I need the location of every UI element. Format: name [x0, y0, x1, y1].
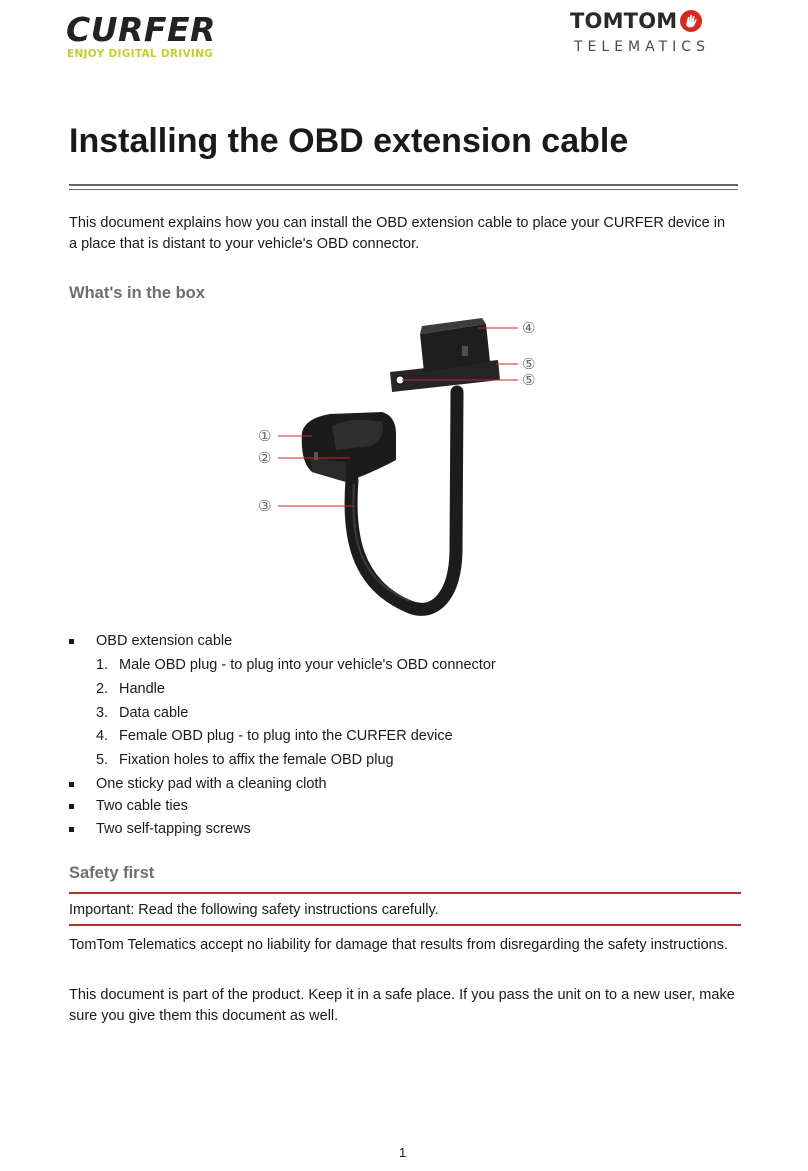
- bullet-square-icon: [69, 782, 74, 787]
- numbered-item-text: Female OBD plug - to plug into the CURFER device: [119, 728, 453, 744]
- numbered-item: 2. Handle: [96, 681, 165, 697]
- bullet-square-icon: [69, 639, 74, 644]
- title-divider: [69, 184, 738, 190]
- liability-paragraph: TomTom Telematics accept no liability for damage that results from disregarding the safety instructions.: [69, 937, 728, 953]
- curfer-logo: [66, 12, 226, 62]
- numbered-item-text: Fixation holes to affix the female OBD plug: [119, 752, 394, 768]
- numbered-item-text: Data cable: [119, 705, 189, 721]
- curfer-wordmark: CURFER: [66, 10, 216, 49]
- obd-cable-illustration: [250, 312, 550, 617]
- page-title: Installing the OBD extension cable: [69, 122, 629, 160]
- numbered-item-text: Handle: [119, 681, 165, 697]
- tomtom-wordmark: TOMTOM: [570, 9, 678, 33]
- tomtom-subtitle: TELEMATICS: [574, 39, 710, 55]
- callout-2: ②: [258, 449, 272, 467]
- important-top-rule: [69, 892, 741, 894]
- numbered-item: 5. Fixation holes to affix the female OBD plug: [96, 752, 394, 768]
- numbered-item: 4. Female OBD plug - to plug into the CURFER device: [96, 728, 453, 744]
- tomtom-telematics-logo: [570, 8, 740, 64]
- list-item-text: Two cable ties: [96, 798, 188, 814]
- callout-4: ④: [522, 319, 536, 337]
- safety-first-heading: Safety first: [69, 864, 155, 882]
- bullet-square-icon: [69, 804, 74, 809]
- important-bottom-rule: [69, 924, 741, 926]
- whats-in-the-box-heading: What's in the box: [69, 284, 205, 302]
- numbered-item-text: Male OBD plug - to plug into your vehicle's OBD connector: [119, 657, 496, 673]
- bullet-square-icon: [69, 827, 74, 832]
- page-number: 1: [399, 1145, 407, 1160]
- callout-5b: ⑤: [522, 371, 536, 389]
- list-item-text: Two self-tapping screws: [96, 821, 251, 837]
- numbered-item: 1. Male OBD plug - to plug into your vehicle's OBD connector: [96, 657, 496, 673]
- list-item-text: OBD extension cable: [96, 633, 233, 649]
- callout-1: ①: [258, 427, 272, 445]
- list-item-text: One sticky pad with a cleaning cloth: [96, 776, 327, 792]
- curfer-tagline: ENJOY DIGITAL DRIVING: [67, 48, 214, 60]
- callout-3: ③: [258, 497, 272, 515]
- callout-5a: ⑤: [522, 355, 536, 373]
- intro-paragraph: This document explains how you can install the OBD extension cable to place your CURFER device in a place that is distant to your vehicle's OBD connector.: [69, 215, 726, 252]
- important-notice: Important: Read the following safety instructions carefully.: [69, 902, 439, 918]
- keep-document-paragraph: This document is part of the product. Keep it in a safe place. If you pass the unit on to a new user, make sure you give them this document as well.: [69, 987, 735, 1024]
- tomtom-hand-icon: [679, 9, 703, 33]
- numbered-item: 3. Data cable: [96, 705, 189, 721]
